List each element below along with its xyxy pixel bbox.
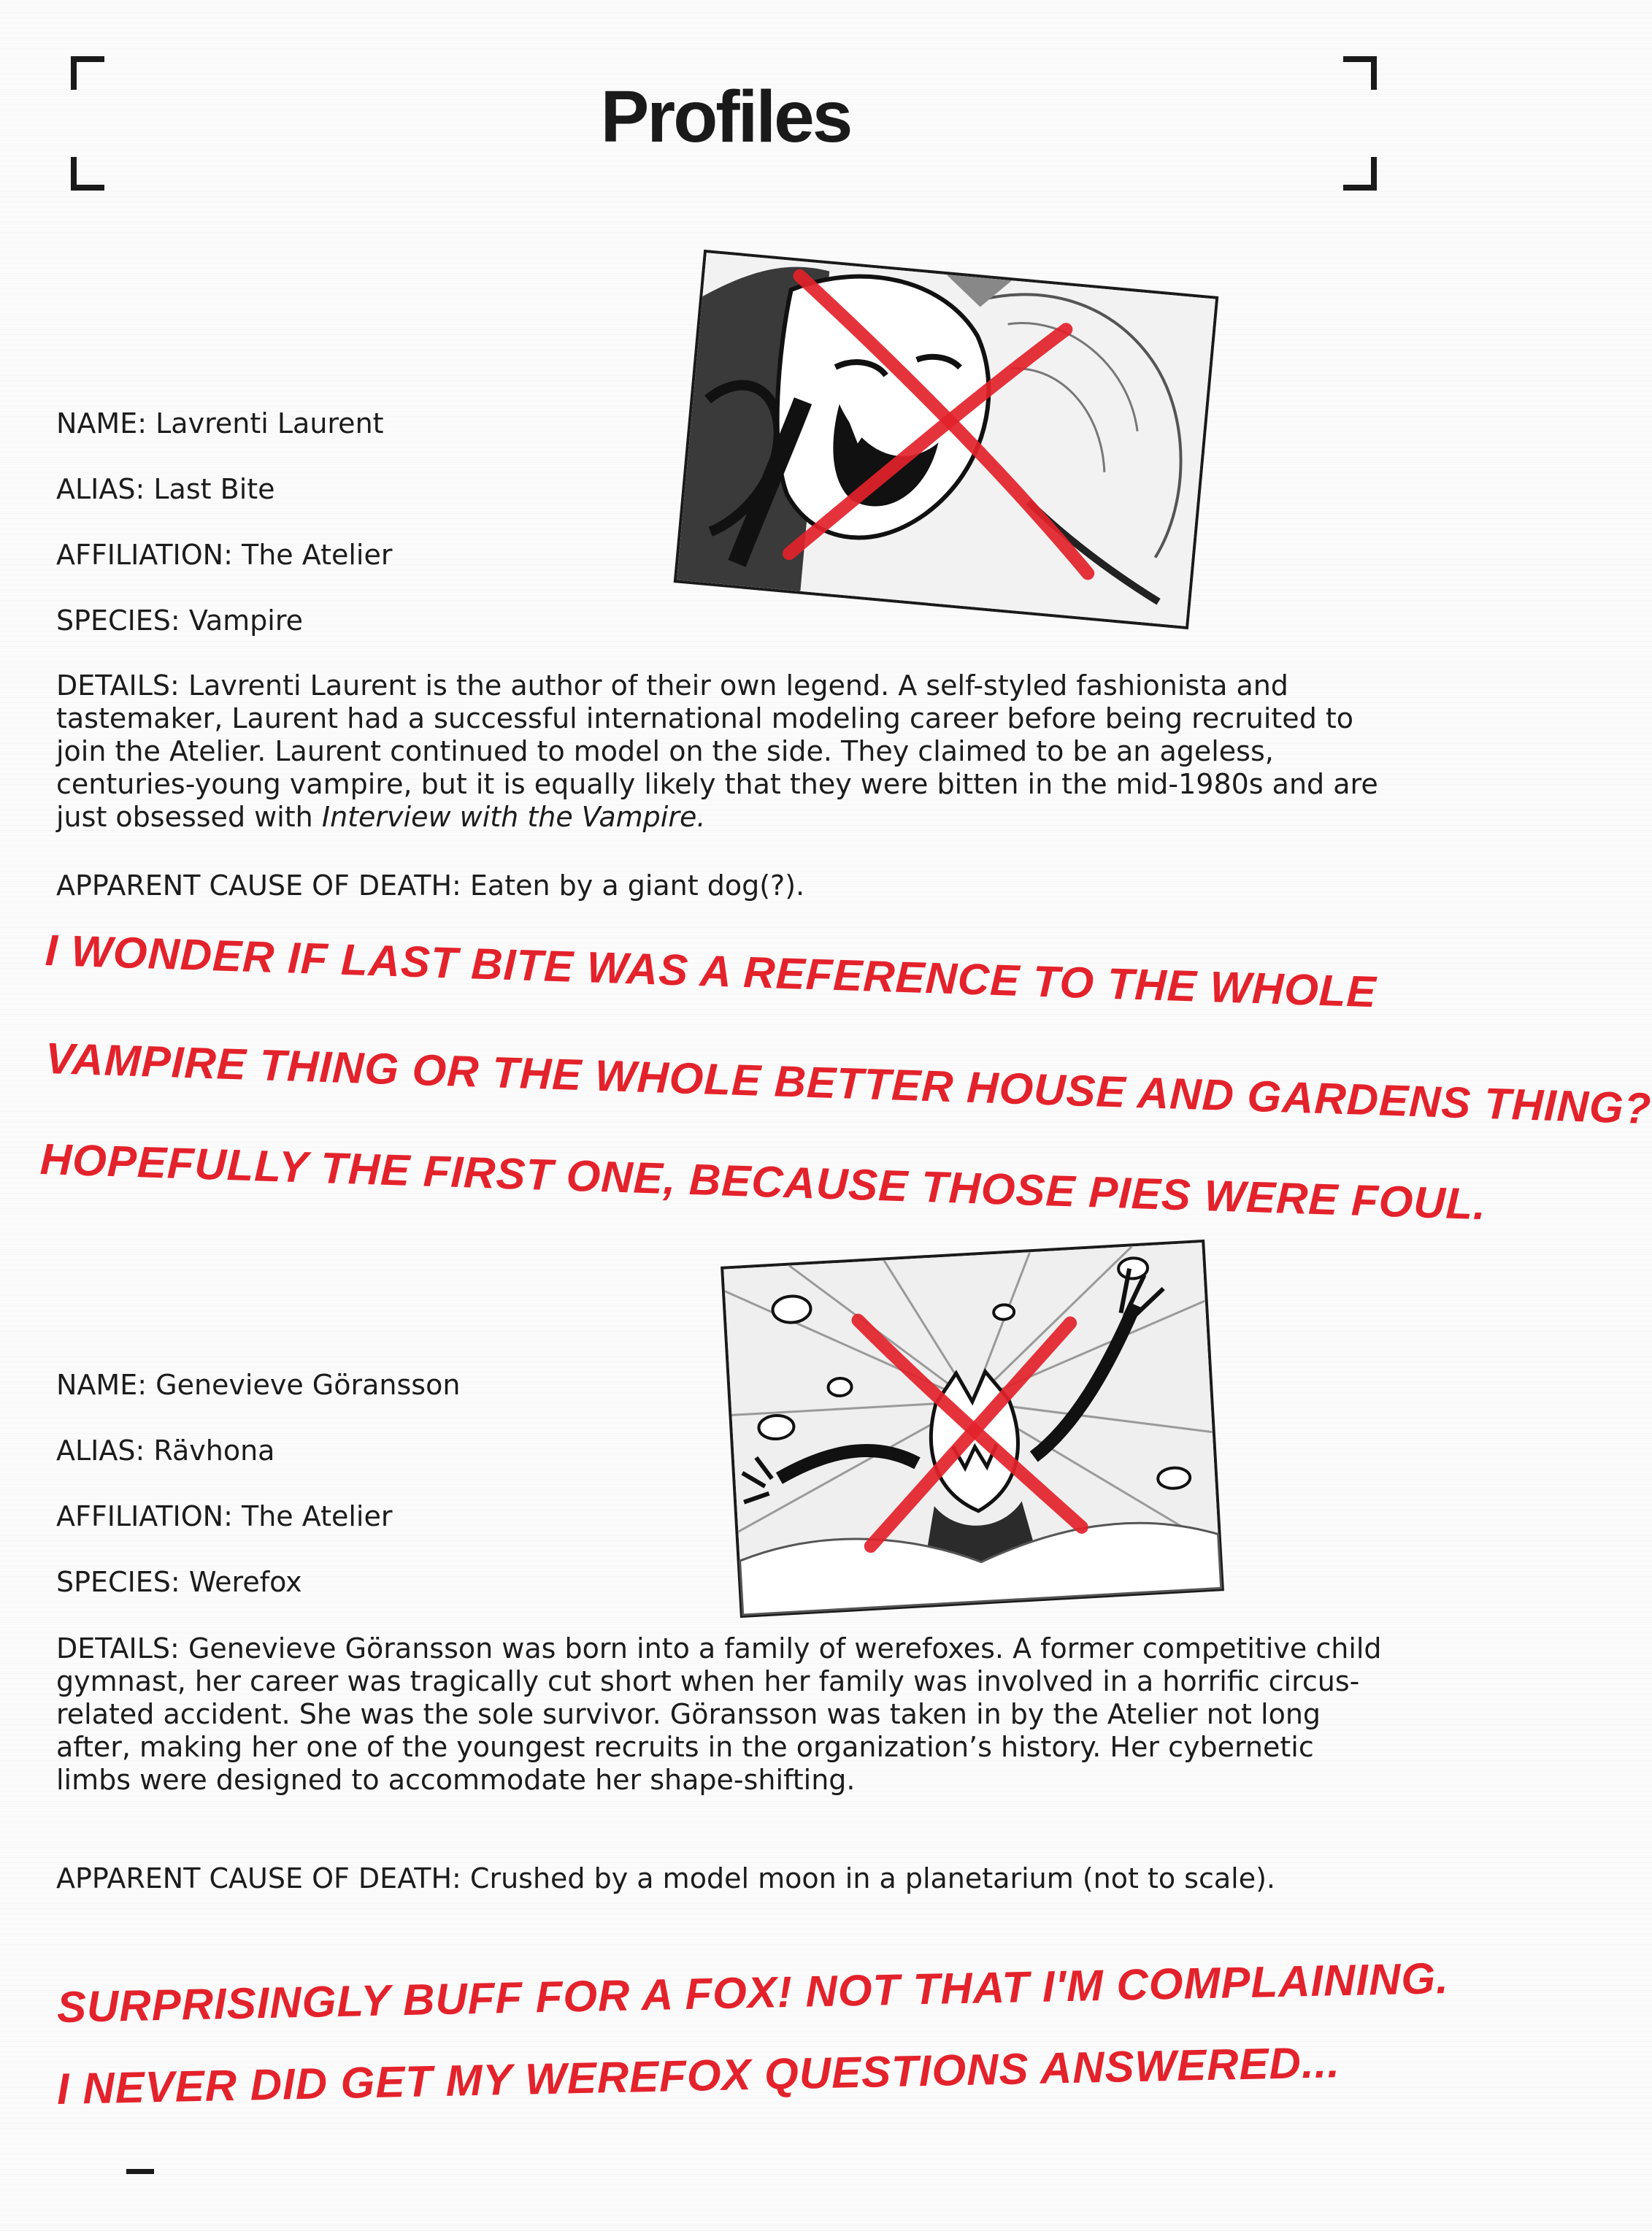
footer-dash <box>126 2169 154 2174</box>
corner-bracket-bottom-right <box>1343 157 1377 191</box>
handwritten-note: I NEVER DID GET MY WEREFOX QUESTIONS ANSWERED... <box>56 2038 1341 2113</box>
profile-2-alias: ALIAS: Rävhona <box>56 1435 275 1467</box>
profile-1-alias: ALIAS: Last Bite <box>56 473 275 505</box>
profile-1-details: DETAILS: Lavrenti Laurent is the author of their own legend. A self-styled fashionista and tastemaker, Laurent had a successful international modeling career before being recruited to join the Atelier. Laurent continued to model on the side. They claimed to be an ageless, centuries-young vampire, but it is equally likely that they were bitten in the mid-1980s and are just obsessed with Interview with the Vampire. <box>56 669 1378 833</box>
corner-bracket-bottom-left <box>71 157 104 191</box>
handwritten-note: HOPEFULLY THE FIRST ONE, BECAUSE THOSE PIES WERE FOUL. <box>39 1134 1488 1229</box>
handwritten-note: SURPRISINGLY BUFF FOR A FOX! NOT THAT I'M COMPLAINING. <box>56 1954 1450 2032</box>
profile-1-name: NAME: Lavrenti Laurent <box>56 407 384 439</box>
profile-1-cause-of-death: APPARENT CAUSE OF DEATH: Eaten by a giant dog(?). <box>56 869 805 902</box>
profile-1-affiliation: AFFILIATION: The Atelier <box>56 539 393 571</box>
handwritten-note: VAMPIRE THING OR THE WHOLE BETTER HOUSE AND GARDENS THING? <box>44 1034 1652 1134</box>
profile-1-species: SPECIES: Vampire <box>56 604 304 637</box>
profile-2-affiliation: AFFILIATION: The Atelier <box>56 1500 393 1532</box>
crossed-out-werefox-portrait-icon <box>723 1243 1221 1615</box>
profile-2-species: SPECIES: Werefox <box>56 1566 302 1598</box>
profile-photo-1 <box>674 250 1219 629</box>
page-title: Profiles <box>600 76 851 158</box>
crossed-out-vampire-portrait-icon <box>677 253 1215 626</box>
handwritten-note: I WONDER IF LAST BITE WAS A REFERENCE TO THE WHOLE <box>44 926 1378 1017</box>
profile-2-details: DETAILS: Genevieve Göransson was born into a family of werefoxes. A former competitive child gymnast, her career was tragically cut short when her family was involved in a horrific circus-related accident. She was the sole survivor. Göransson was taken in by the Atelier not long after, making her one of the youngest recruits in the organization’s history. Her cybernetic limbs were designed to accommodate her shape-shifting. <box>56 1632 1382 1796</box>
profile-2-name: NAME: Genevieve Göransson <box>56 1369 461 1401</box>
profile-photo-2 <box>721 1240 1224 1618</box>
profile-2-cause-of-death: APPARENT CAUSE OF DEATH: Crushed by a model moon in a planetarium (not to scale). <box>56 1862 1275 1894</box>
